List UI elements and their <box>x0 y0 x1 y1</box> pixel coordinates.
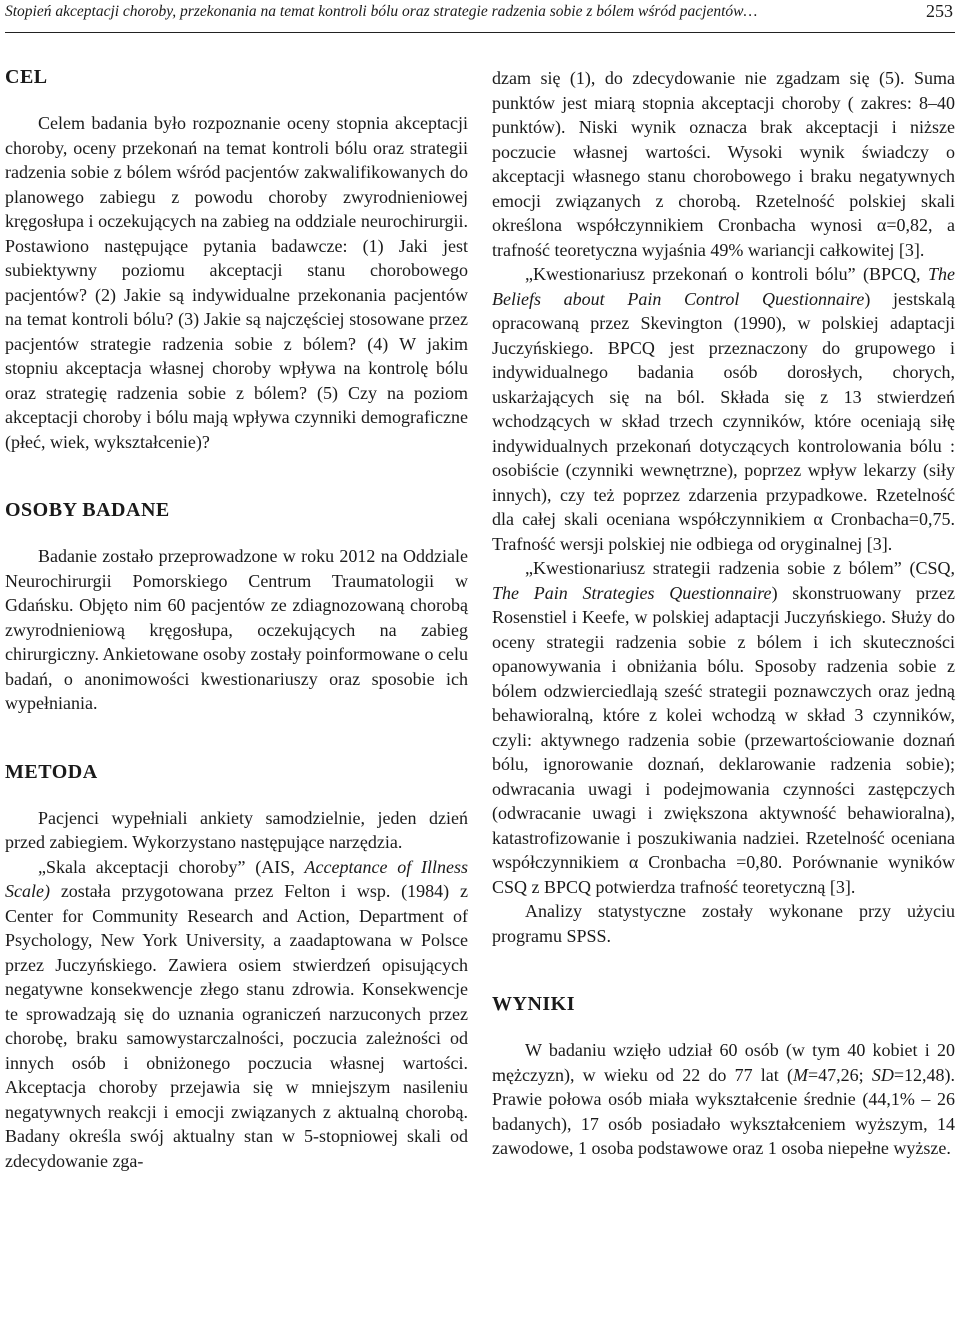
running-header <box>5 0 955 33</box>
cel-paragraph: Celem badania było rozpoznanie oceny stopnia akceptacji choroby, oceny przekonań na temat kontroli bólu oraz strategii radzenia sobie z bólem wśród pacjentów zakwalifikowanych do planowego zabiegu z powodu choroby zwyrodnieniowej kręgosłupa i oczekujących na zabieg na oddziale neurochirurgii. Postawiono następujące pytania badawcze: (1) Jaki jest subiektywny poziomu akceptacji stanu chorobowego pacjentów? (2) Jakie są indywidualne przekonania pacjentów na temat kontroli bólu? (3) Jakie są najczęściej stosowane przez pacjentów strategie radzenia sobie z bólem? (4) W jakim stopniu akceptacja własnej choroby wpływa na kontrolę bólu oraz strategię radzenia sobie z bólem? (5) Czy na poziom akceptacji choroby i bólu mają wpływa czynniki demograficzne (płeć, wiek, wykształcenie)? <box>5 113 468 452</box>
left-column <box>5 66 468 1173</box>
section-heading-osoby-badane: OSOBY BADANE <box>5 499 170 521</box>
section-heading-wyniki: WYNIKI <box>492 993 576 1015</box>
running-title: Stopień akceptacji choroby, przekonania na temat kontroli bólu oraz strategie radzenia sobie z bólem wśród pacjentów… <box>5 3 758 20</box>
csq-italic: The Pain Strategies Questionnaire <box>492 582 772 603</box>
bpcq-text-a: „Kwestionariusz przekonań o kontroli bólu” (BPCQ, <box>525 264 928 284</box>
csq-text-b: ) skonstruowany przez Rosenstiel i Keefe, w polskiej adaptacji Juczyńskiego. Służy do oceny strategii radzenia sobie z bólem i ich skuteczności opanowywania i obniżania bólu. Sposoby radzenia sobie z bólem odzwierciedlają sześć strategii poznawczych oraz jedną behawioralną, które z kolei wchodzą w skład 3 czynników, czyli: aktywnego radzenia sobie (przewartościowanie doznań bólu, ignorowanie doznań, deklarowanie radzenia sobie); odwracania uwagi i podejmowania czynności zastępczych (odwracanie uwagi i zwiększona aktywność behawioralna), katastrofizowanie i poszukiwania nadziei. Rzetelność oceniana współczynnikiem α Cronbacha =0,80. Porównanie wyników CSQ z BPCQ potwierdza trafność teoretyczną [3]. <box>492 582 956 897</box>
bpcq-paragraph <box>492 262 955 556</box>
section-heading-cel: CEL <box>5 66 48 88</box>
wyniki-text-b: =47,26; <box>807 1064 872 1085</box>
wyniki-text-a: W badaniu wzięło udział 60 osób (w tym 40 kobiet i 20 mężczyzn), w wieku od 22 do 77 lat ( <box>492 1040 955 1085</box>
page-number: 253 <box>926 1 953 21</box>
ais-continuation-paragraph: dzam się (1), do zdecydowanie nie zgadzam się (5). Suma punktów jest miarą stopnia akceptacji choroby ( zakres: 8–40 punktów). Niski wynik oznacza brak akceptacji i niższe poczucie własnej wartości. Wysoki wynik świadczy o akceptacji własnego stanu chorobowego i braku negatywnych emocji związanych z chorobą. Rzetelność polskiej skali określona współczynnikiem Cronbacha wynosi α=0,82, a trafność teoretyczna wyjaśnia 49% wariancji całkowitej [3]. <box>492 68 955 260</box>
metoda-paragraph-1: Pacjenci wypełniali ankiety samodzielnie, jeden dzień przed zabiegiem. Wykorzystano następujące narzędzia. <box>5 807 468 852</box>
metoda-p2-text-a: „Skala akceptacji choroby” (AIS, <box>38 856 305 877</box>
metoda-paragraph-2 <box>5 855 468 1174</box>
bpcq-italic: The Beliefs about Pain Control Questionnaire <box>492 264 955 309</box>
right-column <box>492 66 955 1161</box>
wyniki-paragraph <box>492 1038 955 1161</box>
osoby-paragraph: Badanie zostało przeprowadzone w roku 2012 na Oddziale Neurochirurgii Pomorskiego Centrum Traumatologii w Gdańsku. Objęto nim 60 pacjentów ze zdiagnozowaną chorobą zwyrodnieniową kręgosłupa, oczekujących na zabieg chirurgiczny. Ankietowane osoby zostały poinformowane o celu badań, o anonimowości kwestionariuszy oraz sposobie ich wypełniania. <box>5 546 468 713</box>
section-heading-metoda: METODA <box>5 760 98 783</box>
metoda-p2-italic: Acceptance of Illness Scale) <box>5 856 468 901</box>
wyniki-text-c: =12,48). Prawie połowa osób miała wykształcenie średnie (44,1% – 26 badanych), 17 osób posiadało wykształceniem wyższym, 14 zawodowe, 1 osoba podstawowe oraz 1 osoba niepełne wyższe. <box>492 1064 955 1158</box>
bpcq-text-b: ) jestskalą opracowaną przez Skevington (1990), w polskiej adaptacji Juczyńskiego. BPCQ jest przeznaczony do grupowego i indywidualnego badania osób dorosłych, chorych, uskarżających się na ból. Składa się z 13 stwierdzeń wchodzących w skład trzech czynników, które oceniają siłę indywidualnych przekonań dotyczących kontrolowania bólu : osobiście (czynniki wewnętrzne), poprzez wpływ lekarzy (siły innych), czy też poprzez zdarzenia przypadkowe. Rzetelność dla całej skali oceniana współczynnikiem α Cronbacha=0,75. Trafność wersji polskiej nie odbiega od oryginalnej [3]. <box>492 288 955 554</box>
csq-paragraph <box>492 556 955 899</box>
csq-text-a: „Kwestionariusz strategii radzenia sobie z bólem” (CSQ, <box>525 558 955 578</box>
spss-paragraph: Analizy statystyczne zostały wykonane przy użyciu programu SPSS. <box>492 901 955 946</box>
wyniki-sd-symbol: SD <box>871 1064 894 1085</box>
wyniki-mean-symbol: M <box>792 1064 808 1085</box>
metoda-p2-text-b: została przygotowana przez Felton i wsp. (1984) z Center for Community Research and Action, Department of Psychology, New York University, a zaadaptowana w Polsce przez Juczyńskiego. Zawiera osiem stwierdzeń opisujących negatywne konsekwencje złego stanu zdrowia. Konsekwencje te sprowadzają się do uznania ograniczeń narzuconych przez chorobę, braku samowystarczalności, poczucia zależności od innych osób i obniżonego poczucia własnej wartości. Akceptacja choroby przejawia się w mniejszym nasileniu negatywnych reakcji i emocji związanych z aktualną chorobą. Badany określa swój aktualny stan w 5-stopniowej skali od zdecydowanie zga- <box>5 881 468 1171</box>
